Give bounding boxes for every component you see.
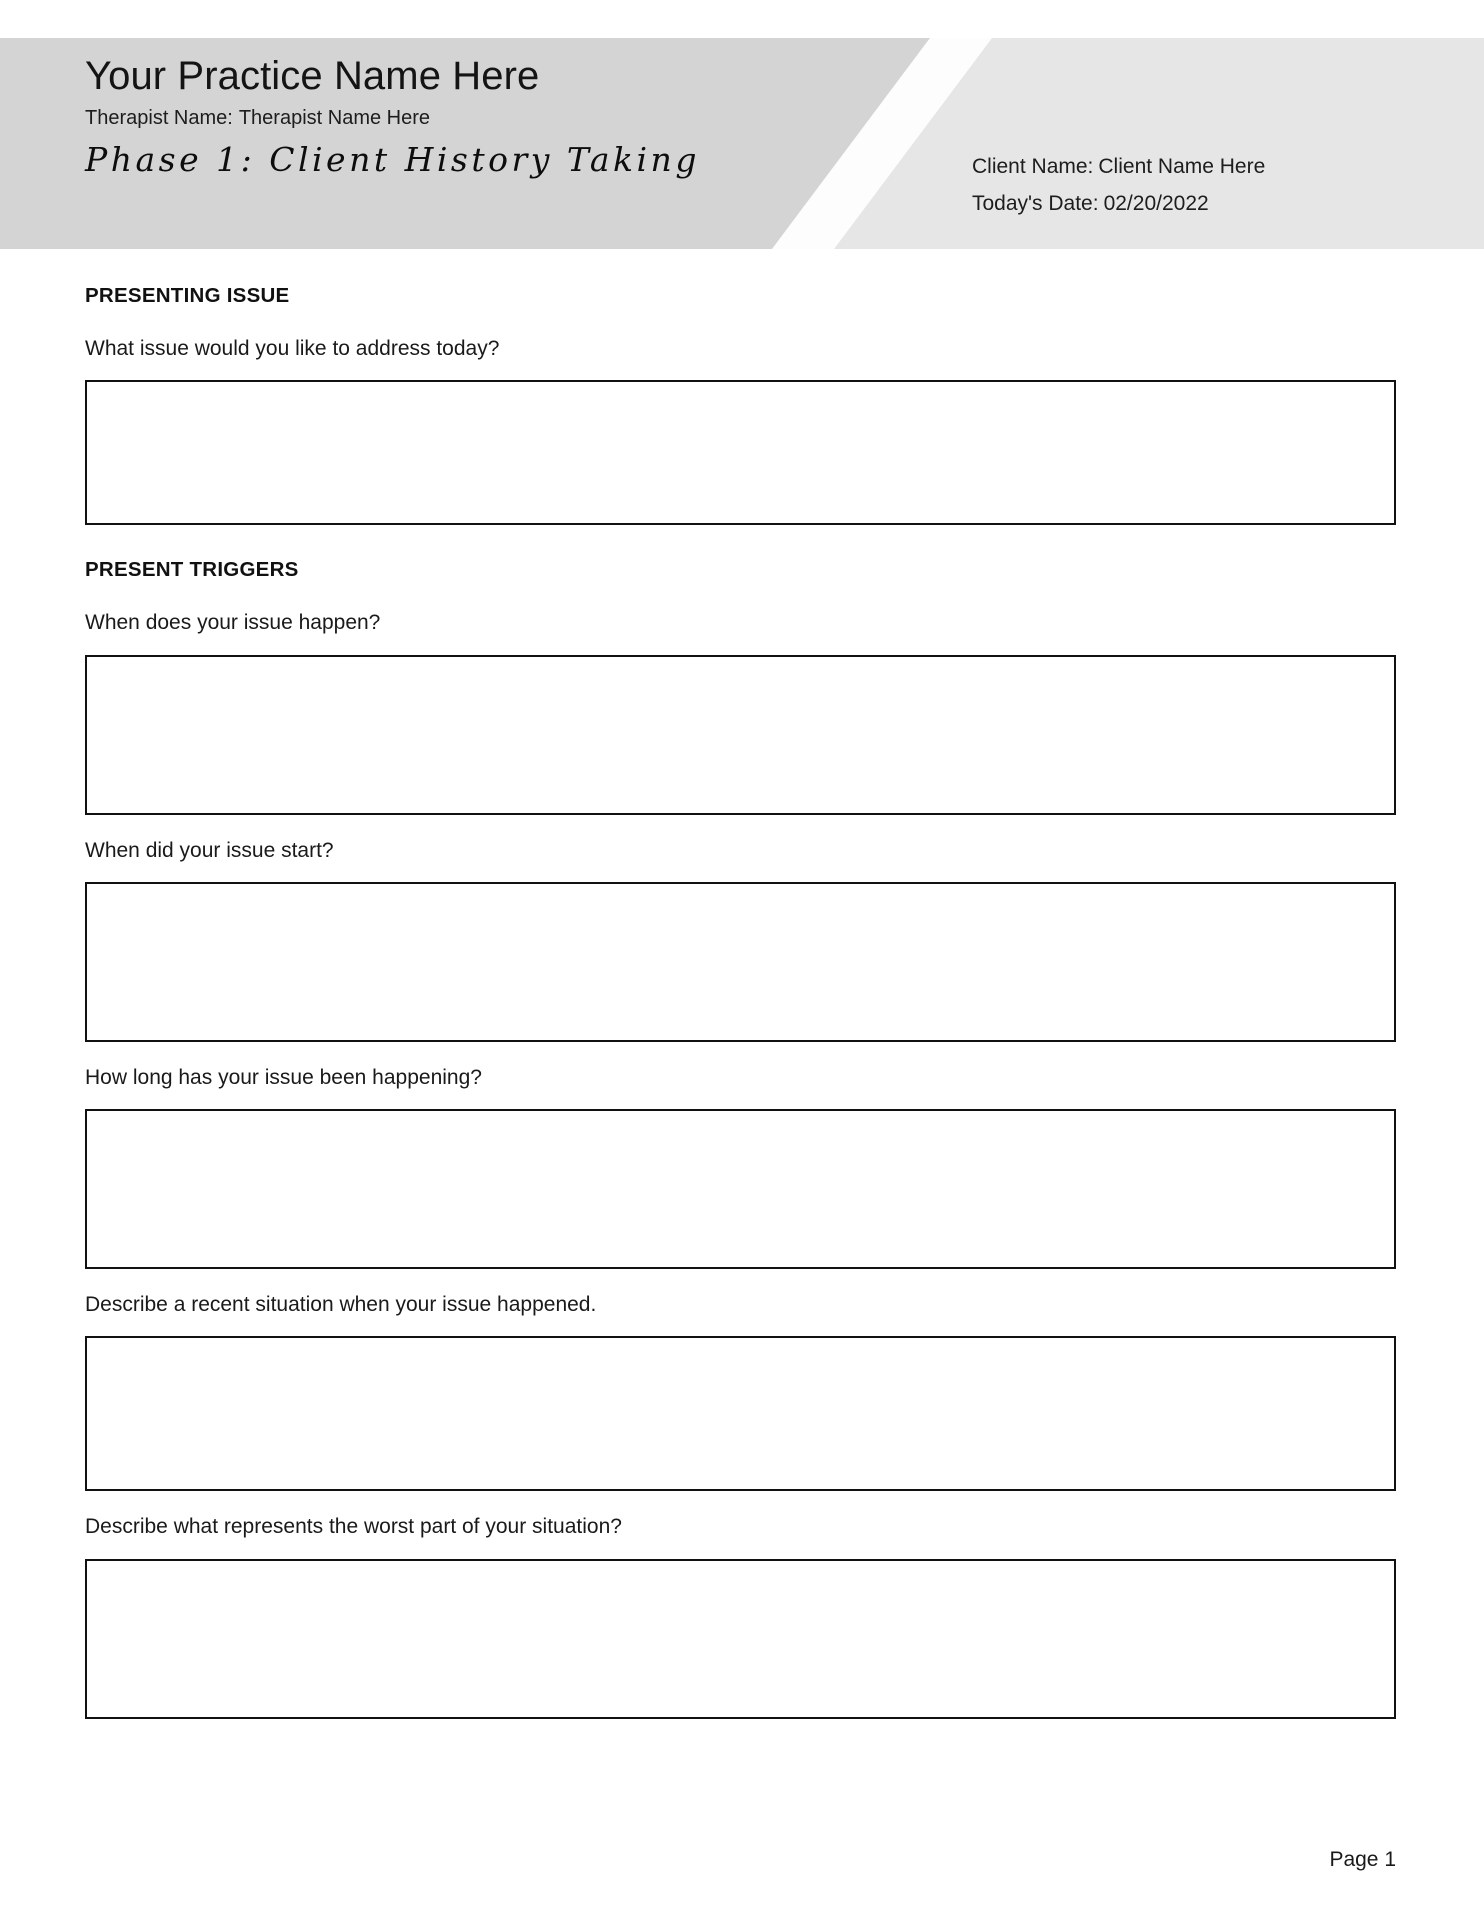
practice-name: Your Practice Name Here	[85, 54, 540, 98]
section-heading: PRESENT TRIGGERS	[85, 558, 299, 582]
todays-date-value: 02/20/2022	[1103, 192, 1209, 215]
question-label: When did your issue start?	[85, 838, 334, 862]
answer-textbox[interactable]	[85, 1559, 1396, 1719]
question-label: What issue would you like to address today?	[85, 337, 500, 360]
therapist-name-value: Therapist Name Here	[238, 106, 431, 129]
client-name-label: Client Name:	[972, 155, 1094, 178]
therapist-name-label: Therapist Name:	[85, 106, 233, 129]
answer-textbox[interactable]	[85, 1336, 1396, 1491]
page-number: Page 1	[1329, 1848, 1396, 1871]
sections-container	[0, 284, 1484, 1719]
form-section	[85, 558, 1396, 1718]
form-body	[0, 249, 1484, 1719]
question-label: How long has your issue been happening?	[85, 1065, 482, 1089]
answer-textbox[interactable]	[85, 380, 1396, 525]
question-label: Describe a recent situation when your issue happened.	[85, 1293, 597, 1316]
header-right-content	[972, 156, 1265, 214]
client-name-line	[972, 156, 1265, 177]
question-label: Describe what represents the worst part of your situation?	[85, 1515, 622, 1539]
question-label: When does your issue happen?	[85, 611, 381, 635]
phase-title: Phase 1: Client History Taking	[85, 139, 700, 179]
todays-date-line	[972, 193, 1265, 214]
answer-textbox[interactable]	[85, 882, 1396, 1042]
form-section	[85, 284, 1396, 525]
section-heading: PRESENTING ISSUE	[85, 284, 290, 307]
document-header	[0, 38, 1484, 249]
todays-date-label: Today's Date:	[972, 192, 1099, 215]
answer-textbox[interactable]	[85, 1109, 1396, 1269]
answer-textbox[interactable]	[85, 655, 1396, 815]
header-left-content	[85, 54, 700, 179]
client-name-value: Client Name Here	[1098, 155, 1266, 178]
page-footer	[0, 1848, 1484, 1872]
therapist-name-line	[85, 107, 700, 130]
